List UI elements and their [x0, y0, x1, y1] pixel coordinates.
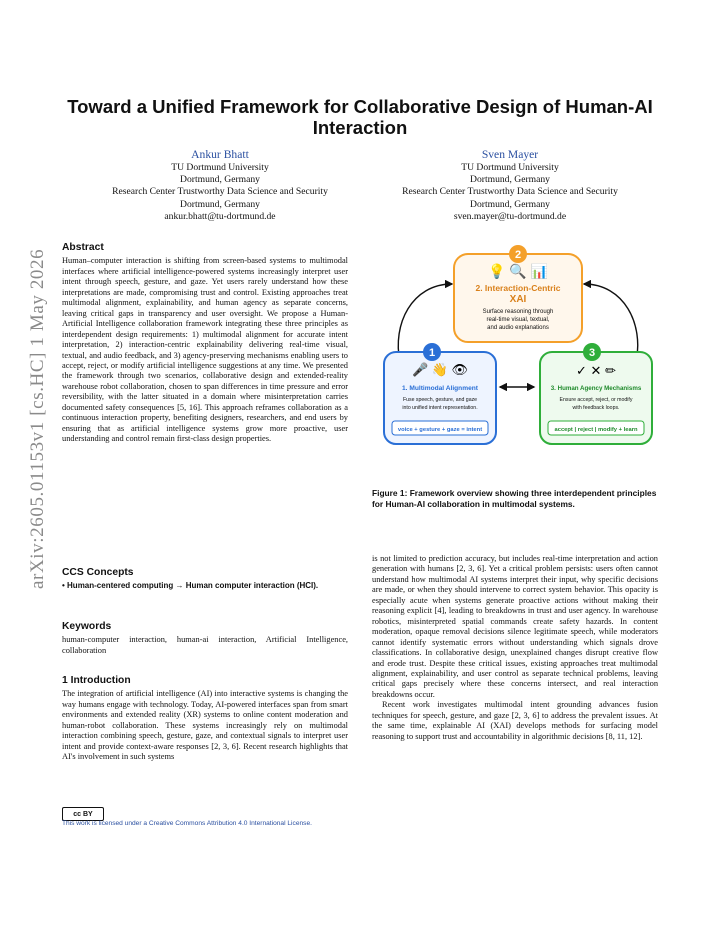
author-affil: TU Dortmund University	[461, 162, 559, 173]
badge-3-number: 3	[588, 347, 596, 359]
alignment-title: 1. Multimodal Alignment	[402, 385, 478, 392]
agency-title: 3. Human Agency Mechanisms	[550, 385, 642, 392]
author-city: Dortmund, Germany	[180, 198, 260, 210]
author-email[interactable]: ankur.bhatt@tu-dortmund.de	[164, 210, 276, 222]
xai-icons: 💡 🔍 📊	[487, 263, 549, 279]
agency-desc-1: Ensure accept, reject, or modify	[559, 397, 633, 403]
author-name[interactable]: Sven Mayer	[481, 148, 539, 161]
alignment-desc-2: into unified intent representation.	[402, 405, 478, 411]
right-paragraph-2: Recent work investigates multimodal intent grounding advances fusion techniques for speech, gesture, and gaze [2, 3, 6] to address the prevalent issues. At the same time, explainable AI (XAI) develops methods for surfacing model reasoning to support trust and accountability in algorithmic decisions [8, 11, 12].	[372, 700, 658, 741]
ccs-heading: CCS Concepts	[62, 567, 134, 578]
author-email[interactable]: sven.mayer@tu-dortmund.de	[453, 210, 567, 222]
xai-title-1: 2. Interaction-Centric	[475, 283, 561, 293]
cc-by-badge: cc BY	[62, 807, 104, 821]
author-affil: Research Center Trustworthy Data Science and Security	[112, 186, 328, 198]
xai-desc-3: and audio explanations	[487, 325, 549, 331]
agency-desc-2: with feedback loops.	[572, 405, 620, 411]
abstract-text: Human–computer interaction is shifting from screen-based systems to multimodal interfaces where artificial intelligence-powered systems increasingly interpret user intent through speech, gesture, and gaze. Yet users rarely understand how these interpretations are made, compromising trust and control. Existing approaches treat multimodal alignment, explainability, and human agency as separate concerns, leaving critical gaps in transparency and user oversight. We propose a Human-Artificial Intelligence collaboration framework integrating these three principles as interdependent design requirements: 1) multimodal alignment for accurate intent interpretation, 2) interaction-centric explainability delivering real-time visual, textual, and audio feedback, and 3) agency-preserving mechanisms enabling users to accept, reject, or modify artificial intelligence suggestions at any time. We presented the framework through two scenarios, collaborative design and extended-reality warehouse robot collaboration, chosen to span differences in time pressure and error reversibility, with the latter situated in a domain where misinterpretation carries documented safety consequences [5, 16]. This approach reframes collaboration as a continuous interaction property, benefiting designers, researchers, and end users by ensuring that as artificial intelligence systems grow more proactive, user understanding and control remain first-class design properties.	[62, 256, 348, 444]
author-city: Dortmund, Germany	[180, 174, 260, 186]
intro-paragraph: The integration of artificial intelligence (AI) into interactive systems is changing the way humans engage with technology. Today, AI-powered interfaces span from smart environments and extended reality (XR) systems to online content moderation and human-robot collaboration. These systems increasingly rely on multimodal interaction combining speech, gesture, gaze, and contextual signals to interpret user intent and provide context-aware responses [2, 3, 6]. Recent research highlights that AI's involvement in such systems	[62, 689, 348, 762]
badge-1-number: 1	[428, 347, 436, 359]
intro-heading: 1 Introduction	[62, 675, 131, 686]
author-block-1	[110, 148, 330, 223]
author-city: Dortmund, Germany	[470, 198, 550, 210]
author-city: Dortmund, Germany	[470, 174, 550, 186]
keywords-section	[62, 622, 348, 656]
paper-title: Toward a Unified Framework for Collaborative Design of Human-AI Interaction	[67, 96, 653, 138]
author-affil: Research Center Trustworthy Data Science and Security	[402, 186, 618, 198]
badge-2-number: 2	[514, 249, 522, 261]
intro-section	[62, 676, 348, 763]
keywords-text: human-computer interaction, human-ai interaction, Artificial Intelligence, collaboration	[62, 635, 348, 655]
framework-figure	[382, 244, 654, 474]
agency-icons: ✓ ✕ ✏	[576, 363, 616, 378]
ccs-text: • Human-centered computing → Human computer interaction (HCI).	[62, 581, 319, 591]
alignment-icons: 🎤 👋 👁	[411, 362, 469, 377]
alignment-desc-1: Fuse speech, gesture, and gaze	[402, 397, 478, 403]
abstract-section	[62, 243, 348, 445]
keywords-heading: Keywords	[62, 621, 112, 632]
figure-caption: Figure 1: Framework overview showing three interdependent principles for Human-AI collaboration in multimodal systems.	[372, 488, 657, 509]
xai-title-2: XAI	[509, 294, 527, 305]
xai-desc-2: real-time visual, textual,	[486, 317, 550, 323]
arxiv-stamp: arXiv:2605.01153v1 [cs.HC] 1 May 2026	[27, 248, 48, 589]
author-affil: TU Dortmund University	[171, 162, 269, 173]
abstract-heading: Abstract	[62, 242, 104, 253]
agency-pill-text: accept | reject | modify + learn	[554, 427, 638, 433]
author-block-2	[400, 148, 620, 223]
ccs-section	[62, 568, 348, 592]
xai-desc-1: Surface reasoning through	[482, 309, 554, 315]
right-column-text	[372, 554, 658, 742]
right-paragraph-1: is not limited to prediction accuracy, but includes real-time interpretation and action generation with humans [2, 3, 6]. Yet a critical problem persists: users often cannot understand how multimodal AI systems interpret their input, why specific decisions are made, or when they should intervene to correct system behavior. This opacity is especially acute when systems generate proactive actions without making their reasoning explicit [4], leading to breakdowns in trust and user agency. In warehouse robotics, misinterpreted spatial commands create safety hazards. In content moderation, opaque removal decisions silence legitimate speech, while moderators cannot identify systematic errors without understanding which signals drove classifications. In collaborative design, unexplained changes disrupt creative flow and erode trust. Despite these critical issues, existing approaches treat multimodal alignment, explainability, and user control as separate technical problems, leaving critical gaps precisely where these concerns intersect, and real interaction breakdowns occur.	[372, 554, 658, 699]
license-link[interactable]: This work is licensed under a Creative Commons Attribution 4.0 International License.	[62, 820, 312, 827]
author-name[interactable]: Ankur Bhatt	[191, 148, 249, 161]
alignment-pill-text: voice + gesture + gaze = intent	[397, 427, 483, 433]
